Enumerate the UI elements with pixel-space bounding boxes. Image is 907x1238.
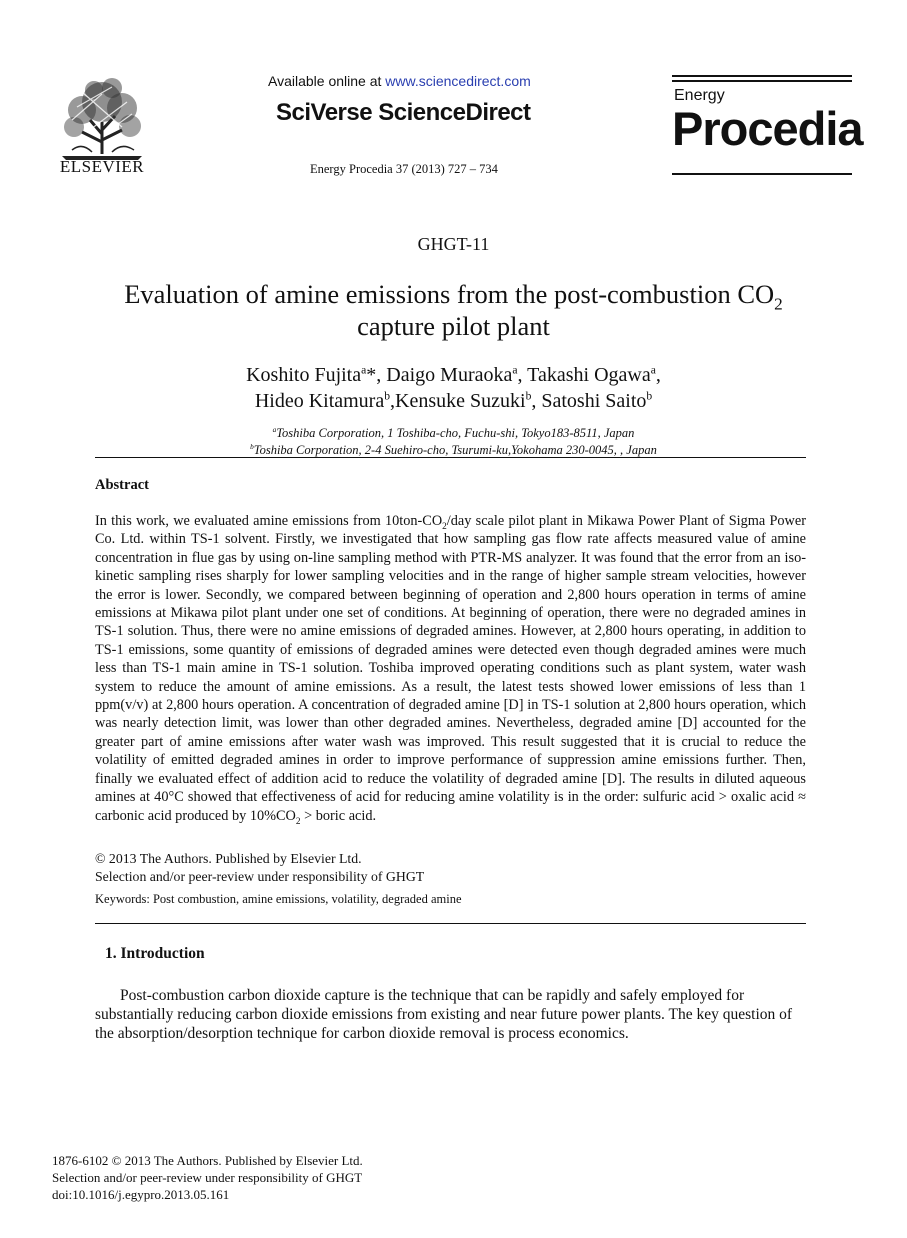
abstract-part2: /day scale pilot plant in Mikawa Power Plant of Sigma Power Co. Ltd. within TS-1 solvent. Firstly, we investigated that how sampling gas flow rate affects measured value of amine concentration in flue gas by using on-line sampling method with PTR-MS analyzer. It was found that the error from an iso-kinetic sampling rises sharply for lower sampling velocities and in the range of higher sample stream velocities, however the error is lower. Secondly, we compared between beginning of operation and 2,800 hours operation in terms of amine emissions at Mikawa pilot plant under one set of conditions. At beginning of operation, there were no degraded amines in TS-1 solution. Thus, there were no amine emissions of degraded amines. However, at 2,800 hours operating, in addition to TS-1 emissions, some quantity of emissions of degraded amines were detected even though degraded amines were much less than TS-1 main amine in TS-1 solution. Toshiba improved operating conditions such as plant system, water wash system to reduce the amount of amine emissions. As a result, the latest tests showed lower emissions of less than 1 ppm(v/v) at 2,800 hours operation. A concentration of degraded amine [D] in TS-1 solution at 2,800 hours operation, which was nearly detection limit, was lower than other degraded amines. Nevertheless, degraded amine [D] accounted for the greater part of amine emissions after water wash was improved. This result suggested that it is crucial to reduce the volatility of emitted degraded amines in order to improve performance of suppression amine emissions further. Then, finally we evaluated effect of addition acid to reduce the volatility of degraded amine [D]. The results in diluted aqueous amines at 40°C showed that effectiveness of acid for reducing amine volatility is in the order: sulfuric acid > oxalic acid ≈ carbonic acid produced by 10%CO: [95, 513, 806, 824]
introduction-text: Post-combustion carbon dioxide capture is the technique that can be rapidly and safely employed for substantially reducing carbon dioxide emissions from existing and near future power plants. The key question of the absorption/desorption technique for carbon dioxide removal is process economics.: [95, 987, 793, 1042]
page-footer: [52, 1152, 552, 1203]
author-separator: ,: [390, 390, 396, 412]
divider-bottom: [95, 923, 806, 924]
affiliation-line: [60, 425, 847, 442]
affiliation-text: Toshiba Corporation, 2-4 Suehiro-cho, Tsurumi-ku,Yokohama 230-0045, , Japan: [253, 443, 657, 457]
author-name: Kensuke Suzuki: [395, 390, 526, 412]
author-name: Hideo Kitamura: [254, 390, 385, 412]
abstract-heading: Abstract: [95, 477, 149, 493]
abstract-subscript: 2: [295, 816, 301, 827]
author-affil-mark: a: [650, 363, 656, 377]
title-text-part2: capture pilot plant: [357, 311, 550, 341]
journal-logo-energy: Energy: [674, 87, 725, 104]
author-affil-mark: b: [384, 389, 391, 403]
availability-line: [268, 73, 568, 89]
author-name: Satoshi Saito: [541, 390, 647, 412]
author-name: Daigo Muraoka: [386, 364, 513, 386]
author-affil-mark: a: [361, 363, 367, 377]
author-name: Takashi Ogawa: [527, 364, 651, 386]
sciencedirect-link[interactable]: www.sciencedirect.com: [385, 73, 531, 89]
keywords: Keywords: Post combustion, amine emissions, volatility, degraded amine: [95, 892, 462, 906]
abstract-part1: In this work, we evaluated amine emissions from 10ton-CO: [95, 513, 443, 529]
divider-top: [95, 457, 806, 458]
author-separator: *,: [366, 364, 387, 386]
abstract-text: [95, 512, 806, 825]
copyright-line: © 2013 The Authors. Published by Elsevier Ltd.: [95, 851, 362, 866]
paper-title: [60, 278, 847, 342]
journal-reference: Energy Procedia 37 (2013) 727 – 734: [310, 162, 498, 176]
availability-prefix: Available online at: [268, 73, 386, 89]
abstract-part3: > boric acid.: [300, 807, 377, 824]
title-text-part1: Evaluation of amine emissions from the post-combustion CO: [124, 279, 775, 309]
footer-review-line: Selection and/or peer-review under responsibility of GHGT: [52, 1170, 363, 1185]
elsevier-wordmark: ELSEVIER: [59, 157, 145, 176]
abstract-subscript: 2: [442, 521, 447, 532]
author-affil-mark: a: [512, 363, 518, 377]
affiliation-text: Toshiba Corporation, 1 Toshiba-cho, Fuchu-shi, Tokyo183-8511, Japan: [276, 426, 635, 440]
affiliations: [60, 425, 847, 459]
author-separator: ,: [531, 390, 542, 412]
affiliation-mark: b: [250, 442, 254, 451]
energy-procedia-logo: [672, 75, 863, 175]
author-list: [60, 362, 847, 414]
author-affil-mark: b: [646, 389, 653, 403]
author-name: Koshito Fujita: [246, 364, 362, 386]
footer-doi-line[interactable]: doi:10.1016/j.egypro.2013.05.161: [52, 1187, 230, 1202]
peer-review-line: Selection and/or peer-review under responsibility of GHGT: [95, 869, 425, 884]
copyright-block: [95, 850, 806, 886]
conference-label: GHGT-11: [417, 234, 490, 254]
title-subscript: 2: [774, 294, 783, 314]
footer-issn-line: 1876-6102 © 2013 The Authors. Published by Elsevier Ltd.: [52, 1153, 363, 1168]
affiliation-mark: a: [272, 425, 277, 434]
introduction-heading: 1. Introduction: [105, 945, 205, 962]
author-separator: ,: [655, 364, 661, 386]
sciverse-sciencedirect-logo: SciVerse ScienceDirect: [276, 99, 531, 126]
journal-logo-procedia: Procedia: [672, 102, 863, 155]
author-affil-mark: b: [525, 389, 532, 403]
author-separator: ,: [517, 364, 528, 386]
